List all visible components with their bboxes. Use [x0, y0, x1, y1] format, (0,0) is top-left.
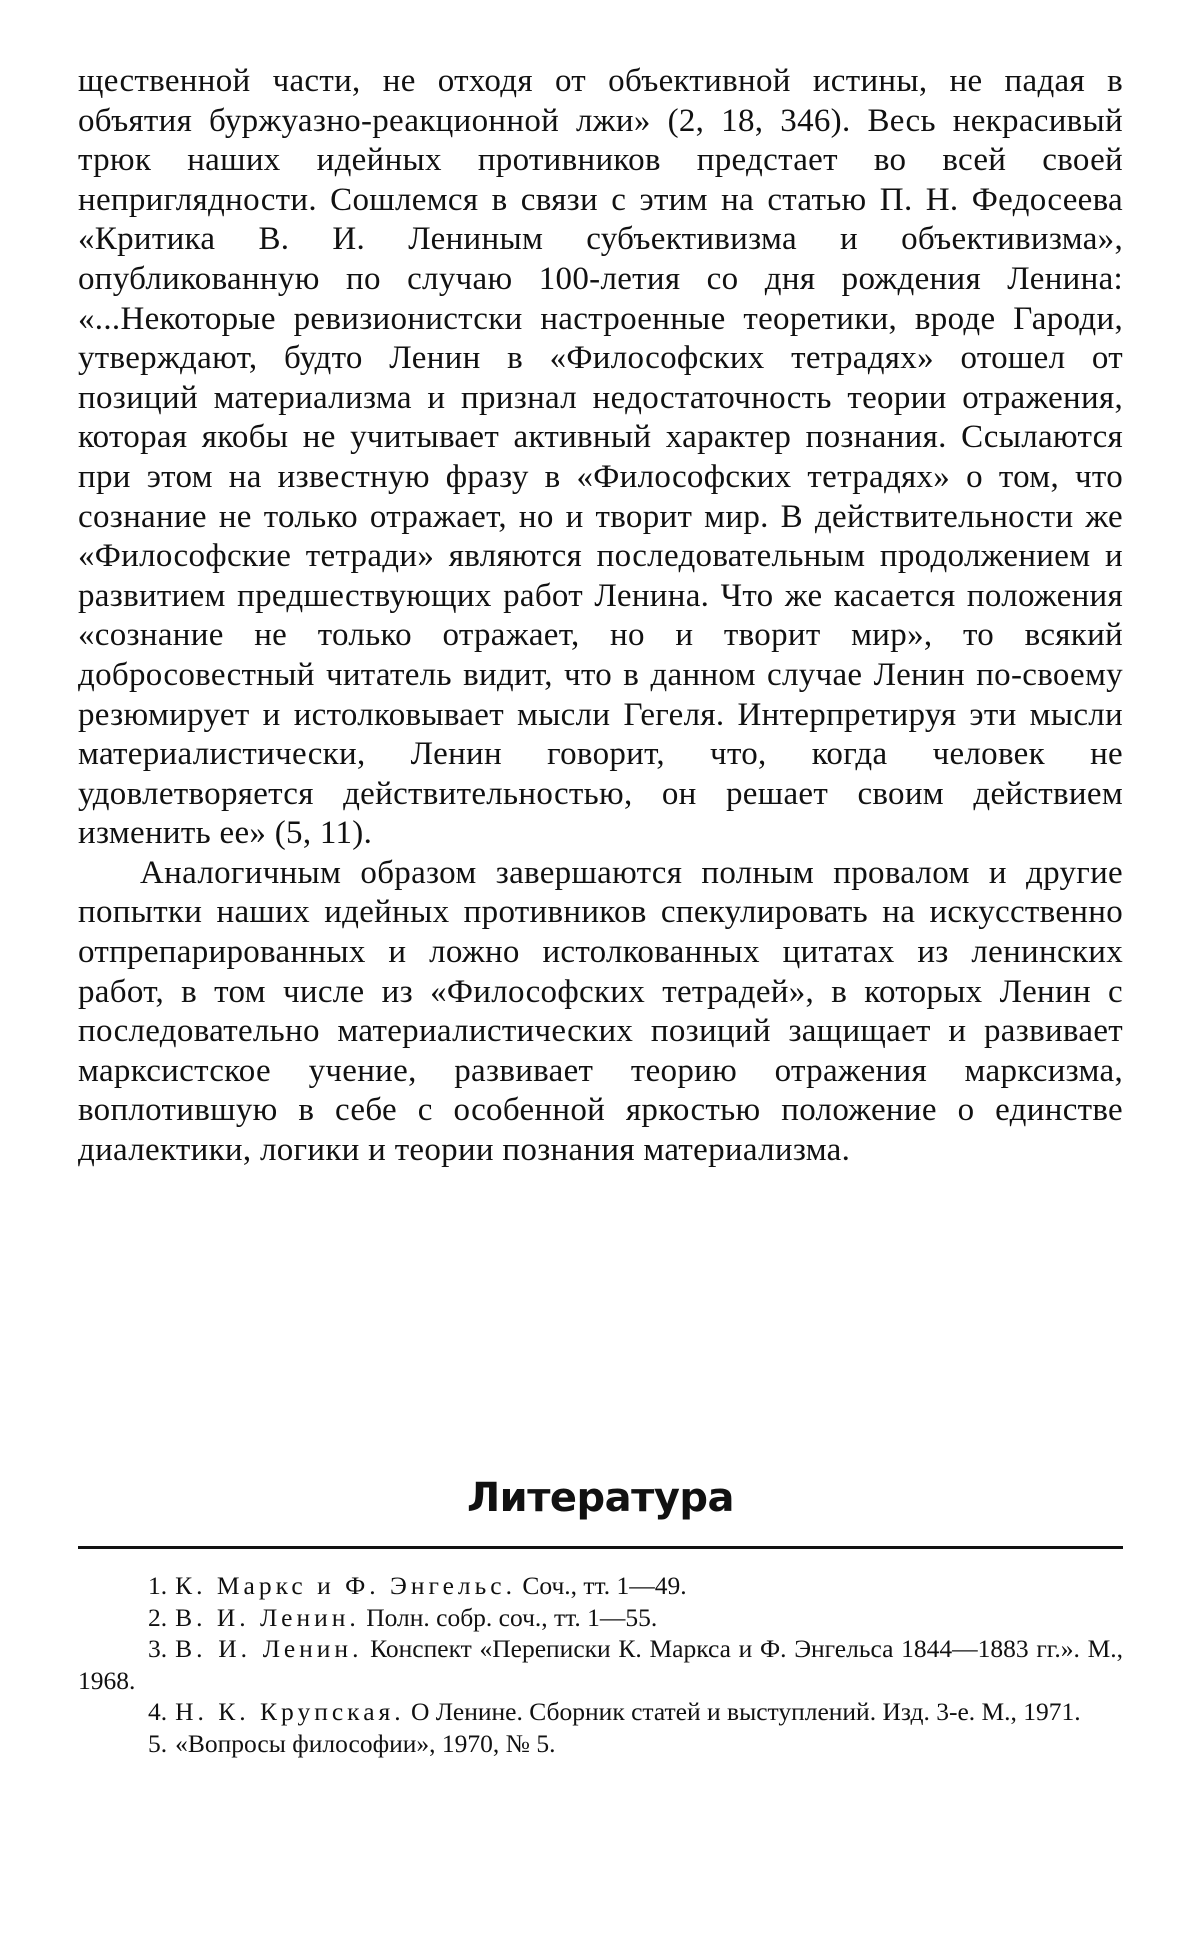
reference-text: Полн. собр. соч., тт. 1—55.	[366, 1602, 658, 1632]
reference-item	[78, 1602, 1123, 1634]
heading-divider	[78, 1546, 1123, 1549]
reference-author: В. И. Ленин.	[175, 1634, 363, 1663]
reference-item	[78, 1570, 1123, 1602]
body-paragraph-2: Аналогичным образом завершаются полным провалом и другие попытки наших идейных противников спекулировать на искусственно отпрепарированных и ложно истолкованных цитатах из ленинских работ, в том числе из «Философских тетрадей», в которых Ленин с последовательно материалистических позиций защищает и развивает марксистское учение, развивает теорию отражения марксизма, воплотившую в себе с особенной яркостью положение о единстве диалектики, логики и теории познания материализма.	[78, 854, 1123, 1169]
reference-item	[78, 1728, 1123, 1760]
reference-text: «Вопросы философии», 1970, № 5.	[175, 1728, 556, 1758]
reference-list	[78, 1570, 1123, 1759]
reference-number: 1.	[148, 1571, 168, 1600]
reference-author: В. И. Ленин.	[175, 1602, 360, 1632]
reference-author: Н. К. Крупская.	[175, 1697, 405, 1726]
reference-item	[78, 1696, 1123, 1728]
reference-author: К. Маркс и Ф. Энгельс.	[175, 1571, 516, 1600]
page	[78, 62, 1123, 1758]
reference-item	[78, 1633, 1123, 1696]
reference-number: 5.	[148, 1728, 168, 1758]
literature-heading: Литература	[466, 1475, 735, 1521]
reference-number: 3.	[148, 1634, 168, 1663]
reference-number: 2.	[148, 1602, 168, 1632]
reference-text: О Ленине. Сборник статей и выступлений. Изд. 3-е. М., 1971.	[411, 1697, 1081, 1726]
reference-text: Конспект «Переписки К. Маркса и Ф. Энгельса 1844—1883 гг.». М., 1968.	[78, 1634, 1123, 1695]
reference-number: 4.	[148, 1697, 168, 1726]
body-paragraph-1: щественной части, не отходя от объективной истины, не падая в объятия буржуазно-реакционной лжи» (2, 18, 346). Весь некрасивый трюк наших идейных противников предстает во всей своей неприглядности. Сошлемся в связи с этим на статью П. Н. Федосеева «Критика В. И. Лениным субъективизма и объективизма», опубликованную по случаю 100-летия со дня рождения Ленина: «...Некоторые ревизионистски настроенные теоретики, вроде Гароди, утверждают, будто Ленин в «Философских тетрадях» отошел от позиций материализма и признал недостаточность теории отражения, которая якобы не учитывает активный характер познания. Ссылаются при этом на известную фразу в «Философских тетрадях» о том, что сознание не только отражает, но и творит мир. В действительности же «Философские тетради» являются последовательным продолжением и развитием предшествующих работ Ленина. Что же касается положения «сознание не только отражает, но и творит мир», то всякий добросовестный читатель видит, что в данном случае Ленин по-своему резюмирует и истолковывает мысли Гегеля. Интерпретируя эти мысли материалистически, Ленин говорит, что, когда человек не удовлетворяется действительностью, он решает своим действием изменить ее» (5, 11).	[78, 63, 1123, 852]
reference-text: Соч., тт. 1—49.	[522, 1571, 687, 1600]
